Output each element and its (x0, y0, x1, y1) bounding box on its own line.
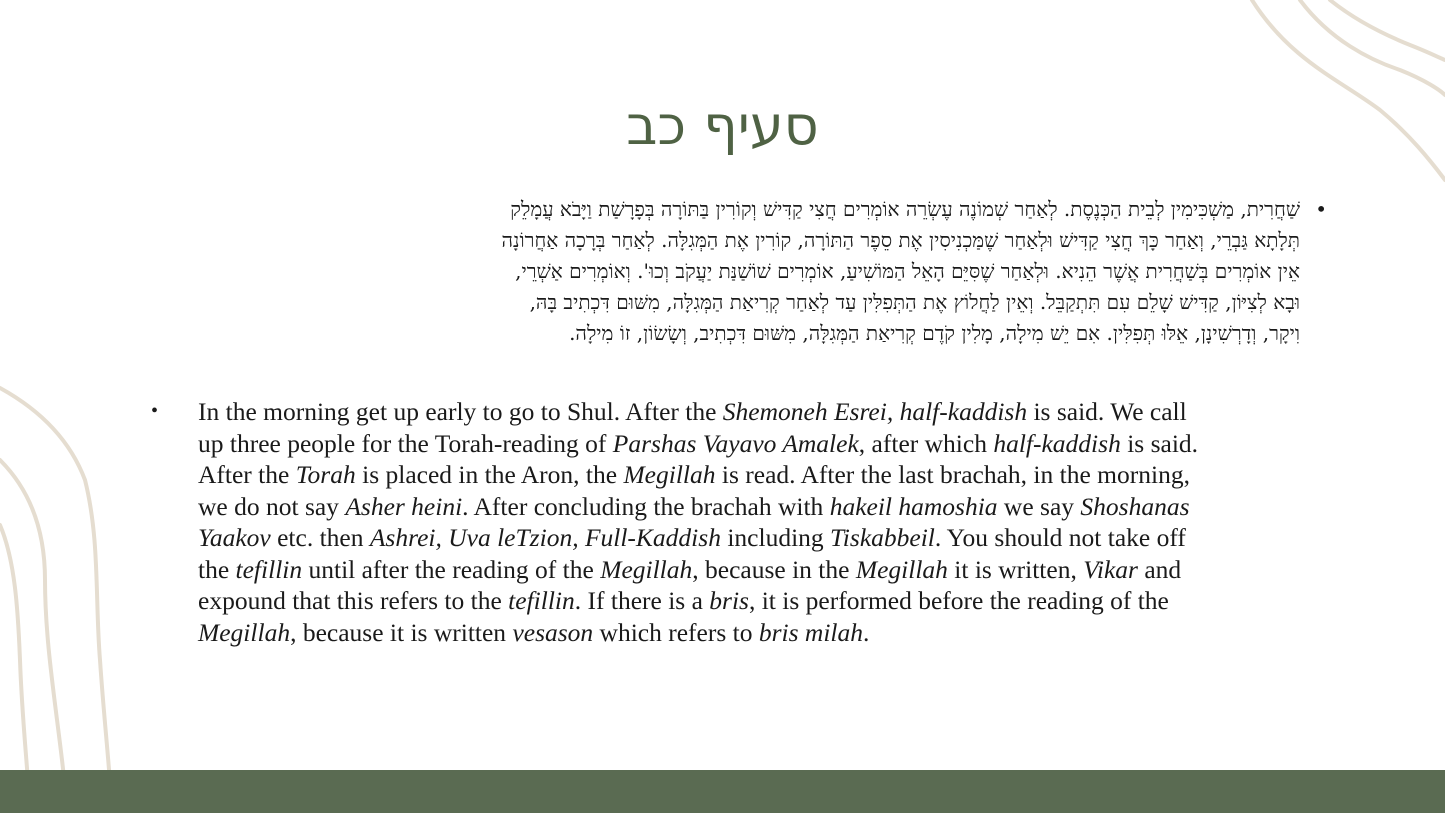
english-line (198, 491, 1318, 523)
text-run: , after which (858, 428, 994, 458)
italic-term: Ashrei, Uva leTzion, Full-Kaddish (369, 523, 721, 552)
english-line (198, 585, 1318, 617)
italic-term: vesason (512, 617, 594, 647)
italic-term: Vikar (1083, 554, 1138, 584)
text-run: . (863, 617, 870, 647)
footer-bar (0, 770, 1445, 813)
text-run: is said. (1120, 428, 1199, 458)
text-run: In the morning get up early to go to Shul. After the (198, 397, 723, 426)
hebrew-line: וִיקָר, וְדָרְשִׁינָן, אֵלּוּ תְּפִלִּין. אִם יֵשׁ מִילָה, מָלִין קֹדֶם קְרִיאַת הַמְּגִלָּה, מִשּׁוּם דִּכְתִיב, וְשָׂשׂוֹן, זוֹ מִילָה. (569, 321, 1300, 345)
italic-term: Shemoneh Esrei, half-kaddish (722, 397, 1028, 426)
bullet: • (1315, 197, 1327, 221)
text-run: we do not say (198, 491, 346, 521)
bullet: • (151, 400, 159, 422)
text-run: is read. After the last brachah, in the morning, (715, 460, 1190, 489)
italic-term: bris milah (758, 617, 864, 647)
text-run: . You should not take off (934, 523, 1186, 552)
text-run: up three people for the Torah-reading of (198, 428, 613, 458)
text-run: , because it is written (290, 617, 513, 647)
text-run: it is written, (947, 554, 1084, 584)
text-run: etc. then (270, 523, 370, 552)
slide-title: סעיף כב (626, 94, 819, 157)
italic-term: tefillin (508, 586, 575, 615)
italic-term: Asher heini (345, 491, 463, 521)
text-run: which refers to (593, 617, 759, 647)
text-run: , it is performed before the reading of the (748, 586, 1169, 615)
english-paragraph (151, 396, 1318, 648)
italic-term: Megillah (198, 617, 291, 647)
italic-term: Torah (295, 460, 356, 489)
italic-term: Yaakov (198, 523, 271, 552)
english-line (198, 554, 1318, 586)
hebrew-line: שַׁחֲרִית, מַשְׁכִּימִין לְבֵית הַכְּנֶסֶת. לְאַחַר שְׁמוֹנֶה עֶשְׂרֵה אוֹמְרִים חֲצִי קַדִּישׁ וְקוֹרִין בַּתּוֹרָה בְּפָרָשַׁת וַיָּבֹא עֲמָלֵק (510, 197, 1300, 221)
text-run: is said. We call (1027, 397, 1187, 426)
italic-term: half-kaddish (993, 428, 1121, 458)
text-run: until after the reading of the (302, 554, 601, 584)
text-run: expound that this refers to the (198, 586, 509, 615)
italic-term: Parshas Vayavo Amalek (612, 428, 859, 458)
english-line (198, 396, 1318, 428)
text-run: After the (198, 460, 296, 489)
text-run: including (720, 523, 831, 552)
text-run: , because in the (692, 554, 856, 584)
italic-term: Megillah (623, 460, 716, 489)
italic-term: Shoshanas (1080, 491, 1190, 521)
italic-term: tefillin (235, 554, 303, 584)
text-run: . After concluding the brachah with (462, 491, 830, 521)
text-run: and (1137, 554, 1182, 584)
hebrew-line: וּבָא לְצִיּוֹן, קַדִּישׁ שָׁלֵם עִם תִּתְקַבֵּל. וְאֵין לַחֲלוֹץ אֶת הַתְּפִלִּין עַד לְאַחַר קְרִיאַת הַמְּגִלָּה, מִשּׁוּם דִּכְתִיב בָּהּ, (529, 290, 1300, 314)
italic-term: bris (709, 586, 749, 615)
text-run: we say (997, 491, 1081, 521)
english-line (198, 459, 1318, 491)
italic-term: Megillah (855, 554, 948, 584)
italic-term: Megillah (600, 554, 693, 584)
english-line (198, 522, 1318, 554)
english-line (198, 428, 1318, 460)
text-run: the (198, 554, 236, 584)
english-line (198, 617, 1318, 649)
text-run: is placed in the Aron, the (355, 460, 624, 489)
italic-term: Tiskabbeil (830, 523, 935, 552)
hebrew-paragraph (128, 194, 1327, 349)
text-run: . If there is a (574, 586, 710, 615)
hebrew-line: אֵין אוֹמְרִים בְּשַׁחֲרִית אֲשֶׁר הֵנִיא. וּלְאַחַר שֶׁסִּיֵּם הָאֵל הַמּוֹשִׁיעַ, אוֹמְרִים שׁוֹשַׁנַּת יַעֲקֹב וְכוּ'. וְאוֹמְרִים אַשְׁרֵי, (515, 259, 1300, 283)
hebrew-line: תְּלָתָא גַּבְרֵי, וְאַחַר כָּךְ חֲצִי קַדִּישׁ וּלְאַחַר שֶׁמַּכְנִיסִין אֶת סֵפֶר הַתּוֹרָה, קוֹרִין אֶת הַמְּגִלָּה. לְאַחַר בְּרָכָה אַחֲרוֹנָה (501, 228, 1300, 252)
italic-term: hakeil hamoshia (829, 491, 998, 521)
